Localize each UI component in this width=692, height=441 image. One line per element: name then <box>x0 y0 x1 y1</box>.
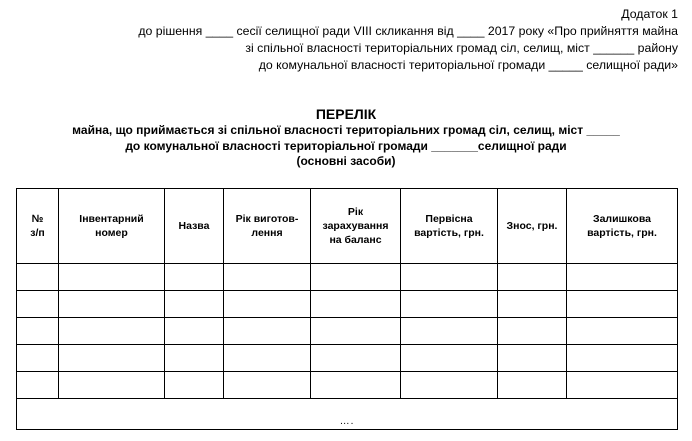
header-balance-year: Рік зарахування на баланс <box>311 189 401 264</box>
header-row <box>17 189 678 264</box>
title-line-3: (основні засоби) <box>296 154 396 168</box>
header-manufacture-year: Рік виготов- лення <box>224 189 311 264</box>
header-residual-value: Залишкова вартість, грн. <box>567 189 678 264</box>
title-main: ПЕРЕЛІК <box>315 106 377 122</box>
header-name: Назва <box>165 189 224 264</box>
header-depreciation: Знос, грн. <box>498 189 567 264</box>
table-row <box>17 345 678 372</box>
document-title <box>0 106 692 170</box>
header-initial-value: Первісна вартість, грн. <box>401 189 498 264</box>
table-row <box>17 264 678 291</box>
header-inventory-number: Інвентарний номер <box>59 189 165 264</box>
table-row <box>17 372 678 399</box>
appendix-ownership-line: зі спільної власності територіальних громад сіл, селищ, міст ______ району <box>245 41 678 55</box>
header-number: № з/п <box>17 189 59 264</box>
continuation-row <box>17 399 678 430</box>
title-line-2: до комунальної власності територіальної громади _______селищної ради <box>125 138 567 153</box>
appendix-decision-line: до рішення ____ сесії селищної ради VIII скликання від ____ 2017 року «Про прийняття майна <box>138 24 678 38</box>
table-row <box>17 291 678 318</box>
assets-table <box>16 188 678 430</box>
table-row <box>17 318 678 345</box>
appendix-header <box>38 6 678 74</box>
appendix-council-line: до комунальної власності територіальної громади _____ селищної ради» <box>258 58 678 72</box>
appendix-number: Додаток 1 <box>621 7 678 21</box>
title-line-1: майна, що приймається зі спільної власності територіальних громад сіл, селищ, міст _____ <box>72 123 620 137</box>
continuation-ellipsis: …. <box>17 399 678 430</box>
